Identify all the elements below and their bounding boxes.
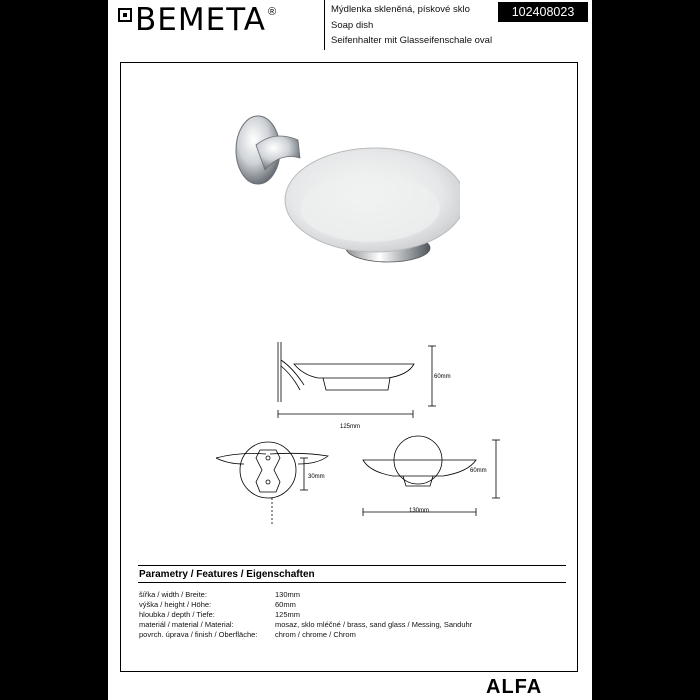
params-top-rule: [138, 565, 566, 566]
back-view-drawing: [216, 442, 328, 526]
dim-back-label: 30mm: [308, 474, 325, 480]
param-value-material: mosaz, sklo mléčné / brass, sand glass / Messing, Sanduhr: [275, 620, 473, 629]
param-value-width: 130mm: [275, 590, 301, 599]
product-name-de: Seifenhalter mit Glasseifenschale oval: [331, 35, 493, 46]
brand-logo: [118, 0, 276, 36]
side-view-drawing: [278, 342, 436, 418]
param-value-finish: chrom / chrome / Chrom: [275, 630, 356, 639]
product-photo: [220, 100, 460, 280]
product-code: 102408023: [498, 2, 588, 22]
product-name-en: Soap dish: [331, 19, 374, 31]
series-name: ALFA: [486, 676, 543, 698]
param-label-material: materiál / material / Material:: [139, 620, 234, 629]
product-sheet: [108, 0, 592, 700]
logo-mark-icon: [118, 8, 132, 22]
param-value-height: 60mm: [275, 600, 296, 609]
param-label-finish: povrch. úprava / finish / Oberfläche:: [139, 630, 258, 639]
dim-width-label: 130mm: [408, 508, 430, 514]
param-value-depth: 125mm: [275, 610, 301, 619]
params-title: Parametry / Features / Eigenschaften: [139, 569, 315, 580]
product-name-cz: Mýdlenka skleněná, pískové sklo: [331, 4, 470, 15]
params-mid-rule: [138, 582, 566, 583]
param-label-width: šířka / width / Breite:: [139, 590, 207, 599]
dim-height-side-label: 60mm: [434, 374, 451, 380]
dim-height-front-label: 60mm: [470, 468, 487, 474]
front-view-drawing: [363, 436, 500, 516]
technical-drawings: [208, 330, 508, 530]
dim-depth-label: 125mm: [339, 424, 361, 430]
param-label-depth: hloubka / depth / Tiefe:: [139, 610, 215, 619]
brand-name: BEMETA: [135, 2, 266, 38]
header-divider: [324, 0, 325, 50]
registered-mark: ®: [267, 6, 277, 18]
param-label-height: výška / height / Höhe:: [139, 600, 212, 609]
product-names: [331, 2, 492, 49]
